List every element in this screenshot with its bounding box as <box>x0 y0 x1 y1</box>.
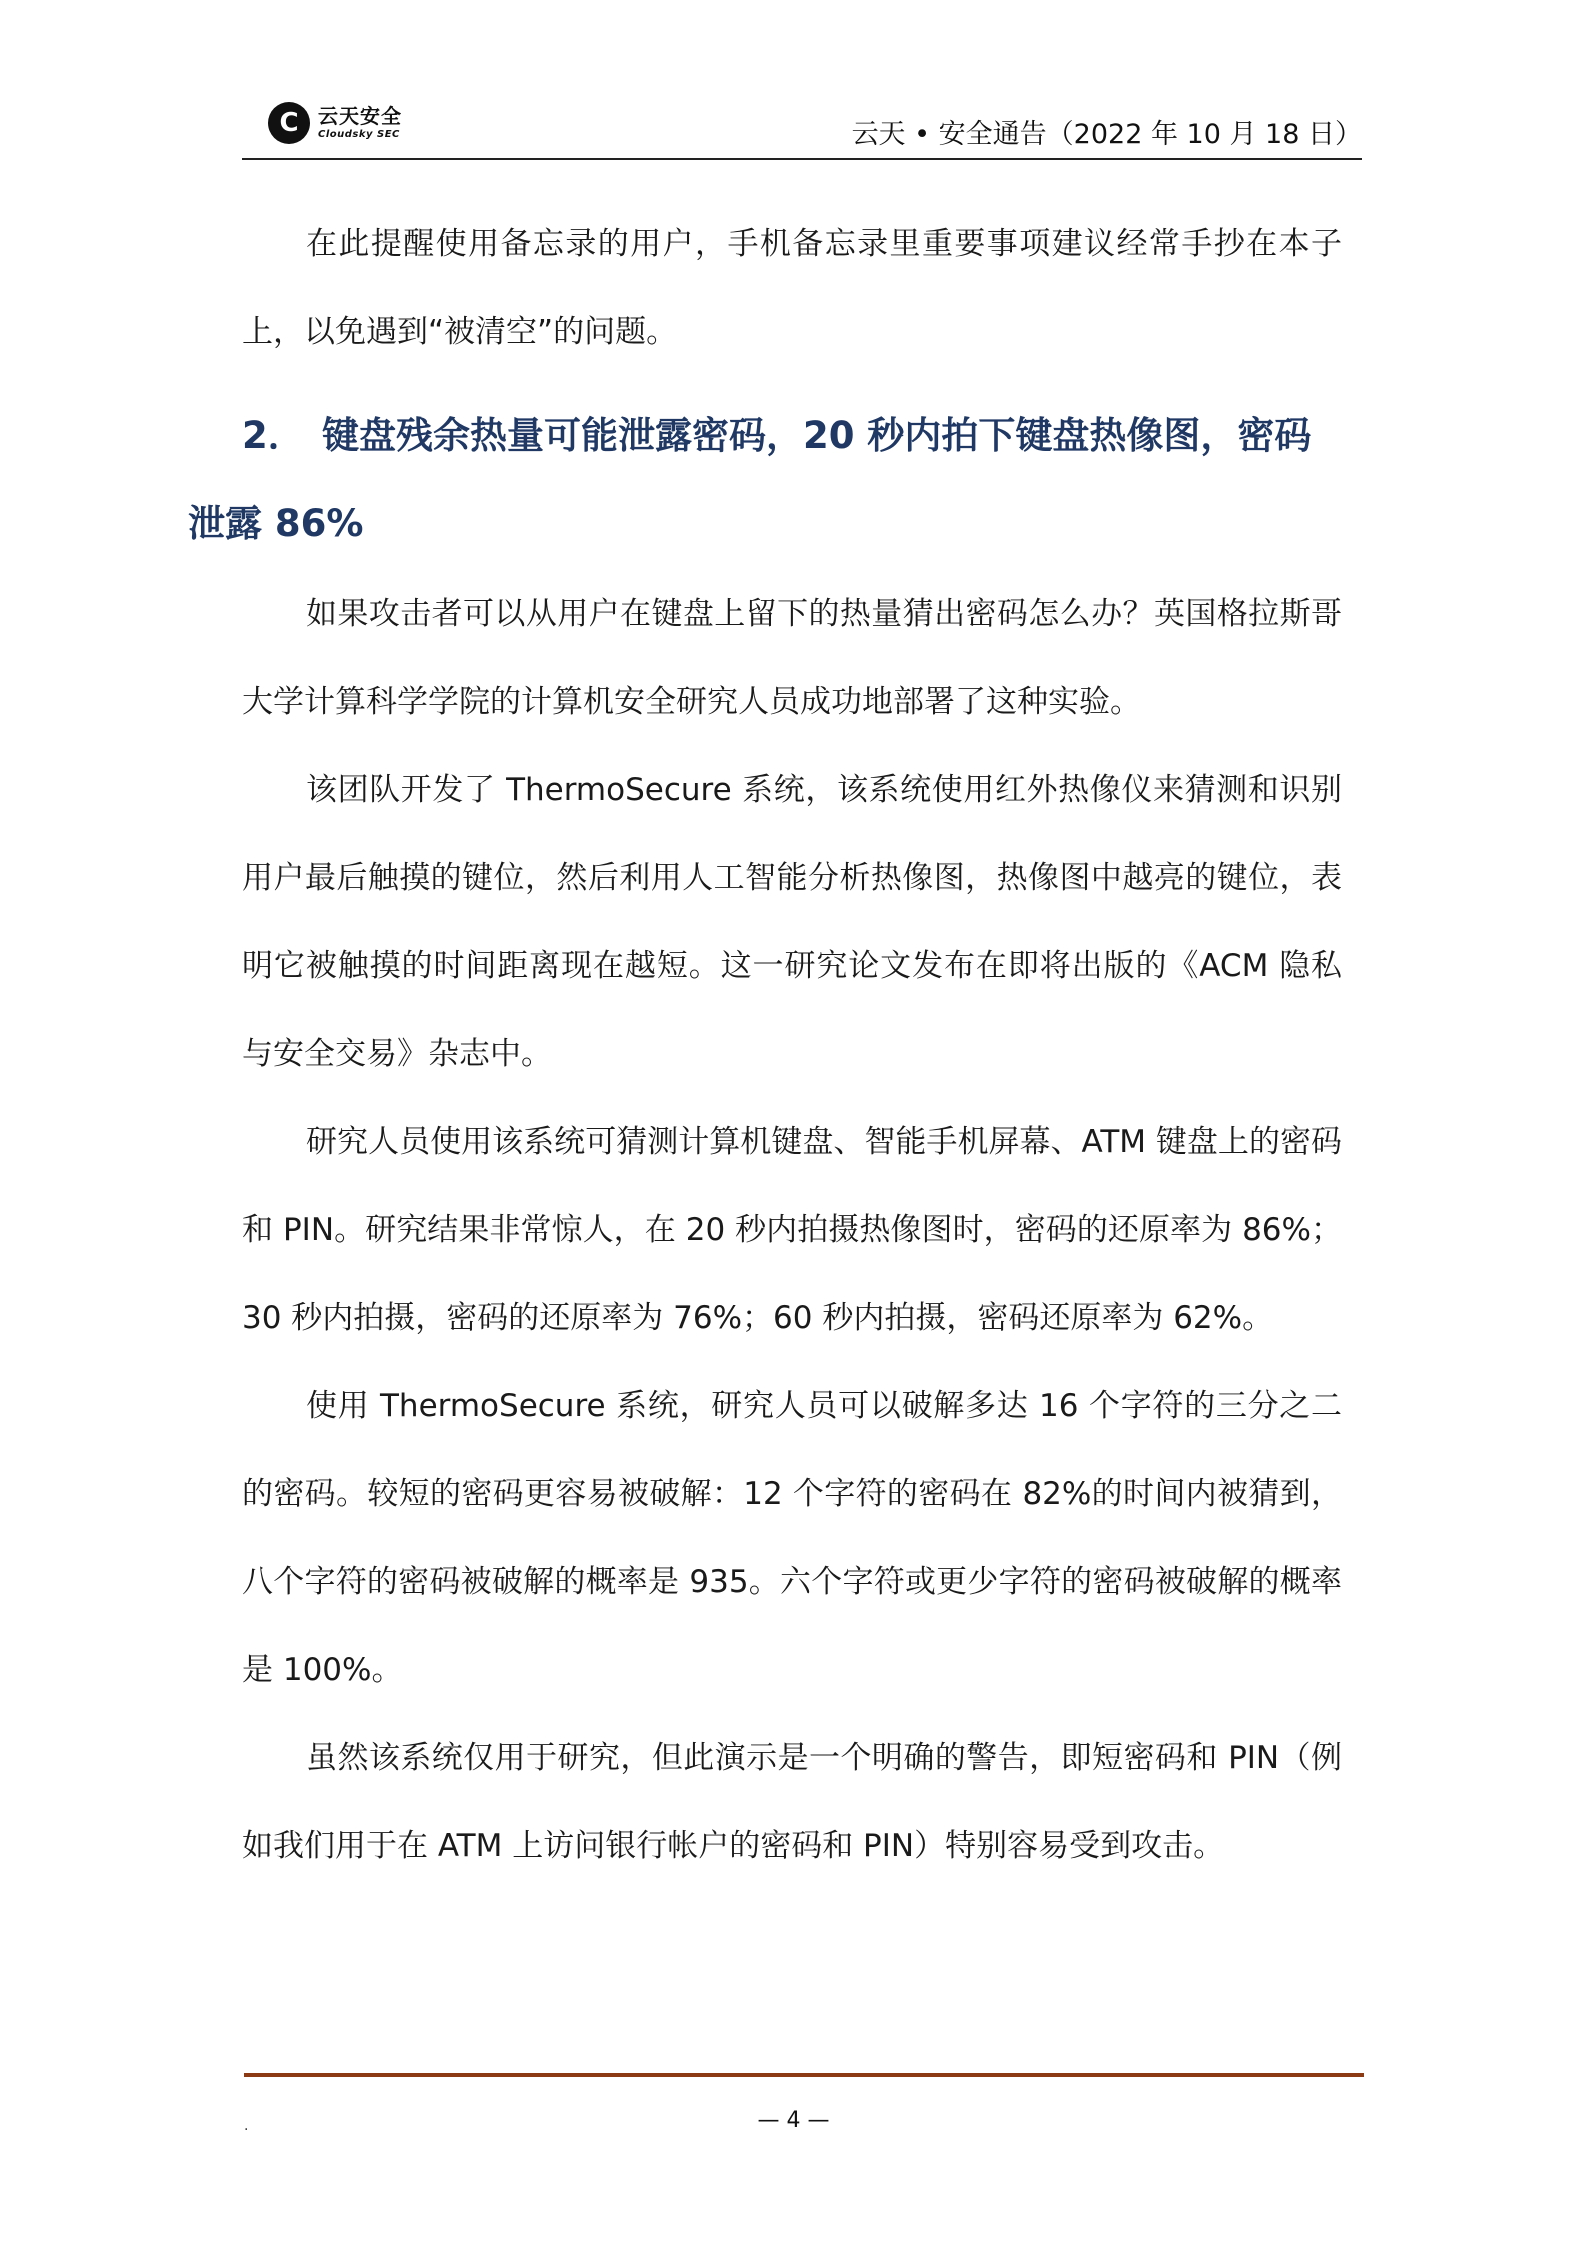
body-paragraph-2: 该团队开发了 ThermoSecure 系统，该系统使用红外热像仪来猜测和识别用户最后触摸的键位，然后利用人工智能分析热像图，热像图中越亮的键位，表明它被触摸的时间距离现在越短。这一研究论文发布在即将出版的《ACM 隐私与安全交易》杂志中。 <box>242 772 1342 1072</box>
company-logo <box>268 98 402 148</box>
section-title: 键盘残余热量可能泄露密码，20 秒内拍下键盘热像图，密码泄露 86% <box>188 414 1312 545</box>
section-heading <box>188 392 1344 568</box>
footer-divider <box>244 2073 1364 2077</box>
body-paragraph-3: 研究人员使用该系统可猜测计算机键盘、智能手机屏幕、ATM 键盘上的密码和 PIN。研究结果非常惊人，在 20 秒内拍摄热像图时，密码的还原率为 86%；30 秒内拍摄，密码的还原率为 76%；60 秒内拍摄，密码还原率为 62%。 <box>242 1124 1342 1336</box>
body-paragraph-4: 使用 ThermoSecure 系统，研究人员可以破解多达 16 个字符的三分之二的密码。较短的密码更容易被破解：12 个字符的密码在 82%的时间内被猜到，八个字符的密码被破解的概率是 935。六个字符或更少字符的密码被破解的概率是 100%。 <box>242 1388 1342 1688</box>
page-number: — 4 — <box>757 2108 830 2133</box>
page-header <box>242 90 1362 160</box>
footer-mark: . <box>244 2118 249 2134</box>
logo-english-name: Cloudsky SEC <box>318 129 400 140</box>
header-divider <box>242 158 1362 160</box>
logo-mark-icon: C <box>268 102 310 144</box>
header-title: 云天 • 安全通告（2022 年 10 月 18 日） <box>851 119 1362 150</box>
intro-section <box>242 200 1342 376</box>
intro-paragraph: 在此提醒使用备忘录的用户，手机备忘录里重要事项建议经常手抄在本子上，以免遇到“被清空”的问题。 <box>242 226 1342 350</box>
body-paragraph-5: 虽然该系统仅用于研究，但此演示是一个明确的警告，即短密码和 PIN（例如我们用于在 ATM 上访问银行帐户的密码和 PIN）特别容易受到攻击。 <box>242 1740 1342 1864</box>
section-number: 2． <box>242 414 305 457</box>
logo-text <box>318 106 402 140</box>
logo-chinese-name: 云天安全 <box>318 104 402 128</box>
article-body <box>242 570 1342 1890</box>
body-paragraph-1: 如果攻击者可以从用户在键盘上留下的热量猜出密码怎么办？英国格拉斯哥大学计算科学学院的计算机安全研究人员成功地部署了这种实验。 <box>242 596 1342 720</box>
